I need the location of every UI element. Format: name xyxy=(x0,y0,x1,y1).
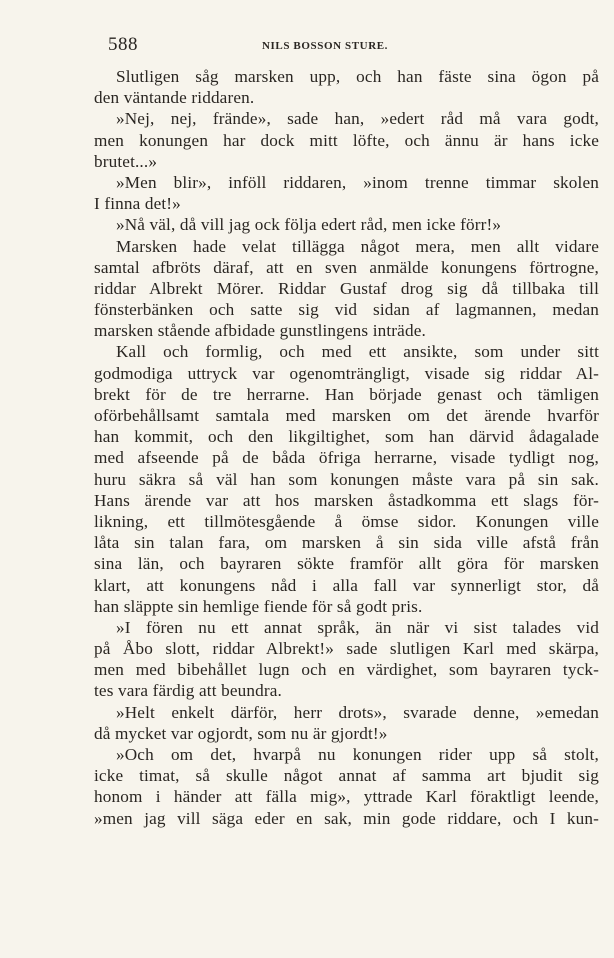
text-line: marsken stående afbidade gunstlingens inträde. xyxy=(94,321,426,341)
text-line: »men jag vill säga eder en sak, min gode riddare, och I kun- xyxy=(94,808,599,828)
text-line: riddar Albrekt Mörer. Riddar Gustaf drog sig då tillbaka till xyxy=(94,278,599,298)
text-line: oförbehållsamt samtala med marsken om det ärende hvarför xyxy=(94,406,599,425)
text-line: på Åbo slott, riddar Albrekt!» sade slutligen Karl med skärpa, xyxy=(94,639,599,659)
text-line: brutet...» xyxy=(94,151,158,171)
running-head: NILS BOSSON STURE. xyxy=(262,40,389,52)
page-header xyxy=(108,34,578,58)
text-line: då mycket var ogjordt, som nu är gjordt!» xyxy=(94,723,388,743)
text-line: tes vara färdig att beundra. xyxy=(94,681,282,701)
body-text xyxy=(94,66,599,829)
text-line: »Och om det, hvarpå nu konungen rider upp så stolt, xyxy=(116,745,599,764)
text-line: »Nå väl, då vill jag ock följa edert råd, men icke förr!» xyxy=(116,215,502,235)
text-line: Marsken hade velat tillägga något mera, men allt vidare xyxy=(116,236,599,256)
text-line: honom i händer att fälla mig», yttrade Karl föraktligt leende, xyxy=(94,787,599,807)
text-line: Hans ärende var att hos marsken åstadkomma ett slags för- xyxy=(94,490,599,510)
text-line: huru säkra så väl han som konungen måste vara på sin sak. xyxy=(94,469,599,489)
text-line: Slutligen såg marsken upp, och han fäste sina ögon på xyxy=(116,67,599,86)
text-line: »Nej, nej, frände», sade han, »edert råd må vara godt, xyxy=(116,109,599,129)
text-line: »I fören nu ett annat språk, än när vi sist talades vid xyxy=(116,617,599,637)
text-line: men med bibehållet lugn och en värdighet, som bayraren tyck- xyxy=(94,660,599,680)
text-line: brekt för de tre herrarne. Han började genast och tämligen xyxy=(94,384,599,404)
text-line: likning, ett tillmötesgående å ömse sidor. Konungen ville xyxy=(94,511,599,531)
text-line: samtal afbröts däraf, att en sven anmälde konungens förtrogne, xyxy=(94,257,599,277)
text-line: han släppte sin hemlige fiende för så godt pris. xyxy=(94,596,423,616)
text-line: fönsterbänken och satte sig vid sidan af lagmannen, medan xyxy=(94,300,599,320)
text-line: I finna det!» xyxy=(94,194,181,214)
text-line: »Men blir», inföll riddaren, »inom trenne timmar skolen xyxy=(116,172,599,192)
text-line: godmodiga uttryck var ogenomträngligt, visade sig riddar Al- xyxy=(94,363,599,383)
text-line: han kommit, och den likgiltighet, som han därvid ådagalade xyxy=(94,427,599,447)
text-line: den väntande riddaren. xyxy=(94,88,255,108)
text-line: icke timat, så skulle något annat af samma art bjudit sig xyxy=(94,766,599,786)
page-number: 588 xyxy=(108,34,138,55)
text-line: med afseende på de båda öfriga herrarne, visade tydligt nog, xyxy=(94,448,599,468)
text-line: klart, att konungens nåd i alla fall var synnerligt stor, då xyxy=(94,575,599,595)
text-line: men konungen har dock mitt löfte, och ännu är hans icke xyxy=(94,130,599,150)
text-line: »Helt enkelt därför, herr drots», svarade denne, »emedan xyxy=(116,702,599,722)
text-line: Kall och formlig, och med ett ansikte, som under sitt xyxy=(116,342,599,362)
text-line: låta sin talan fara, om marsken å sin sida ville afstå från xyxy=(94,533,599,553)
text-line: sina län, och bayraren sökte framför allt göra för marsken xyxy=(94,554,599,574)
